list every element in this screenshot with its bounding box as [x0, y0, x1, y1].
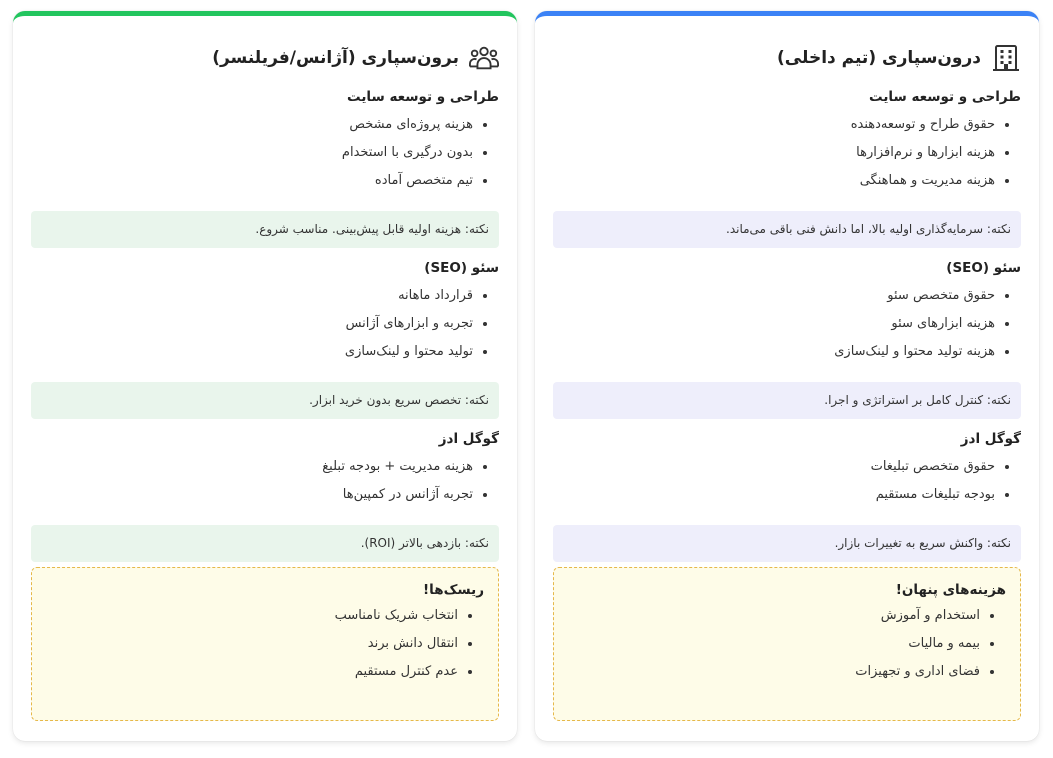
list-item: • هزینه پروژه‌ای مشخص — [31, 111, 473, 139]
inhouse-card-header — [553, 33, 1021, 83]
list-item: • هزینه ابزارها و نرم‌افزارها — [553, 139, 995, 167]
list-item: • فضای اداری و تجهیزات — [568, 658, 980, 686]
inhouse-card — [535, 11, 1039, 741]
list-item: • انتقال دانش برند — [46, 630, 458, 658]
risks-box — [31, 567, 499, 721]
list-item: • قرارداد ماهانه — [31, 282, 473, 310]
outsource-card-title: برون‌سپاری (آژانس/فریلنسر) — [212, 48, 459, 68]
item-list — [553, 453, 1021, 509]
note-box: نکته: تخصص سریع بدون خرید ابزار. — [31, 382, 499, 419]
list-item: • هزینه ابزارهای سئو — [553, 310, 995, 338]
item-list — [31, 453, 499, 509]
list-item: • حقوق متخصص تبلیغات — [553, 453, 995, 481]
hidden-costs-box — [553, 567, 1021, 721]
list-item: • تیم متخصص آماده — [31, 167, 473, 195]
list-item: • تولید محتوا و لینک‌سازی — [31, 338, 473, 366]
inhouse-card-title: درون‌سپاری (تیم داخلی) — [777, 48, 981, 68]
outsource-section-ads — [31, 431, 499, 562]
item-list — [568, 602, 1006, 686]
note-box: نکته: هزینه اولیه قابل پیش‌بینی. مناسب شروع. — [31, 211, 499, 248]
item-list — [553, 282, 1021, 366]
inhouse-section-seo — [553, 260, 1021, 419]
list-item: • استخدام و آموزش — [568, 602, 980, 630]
list-item: • هزینه تولید محتوا و لینک‌سازی — [553, 338, 995, 366]
list-item: • انتخاب شریک نامناسب — [46, 602, 458, 630]
section-title: سئو (SEO) — [946, 260, 1021, 276]
list-item: • بیمه و مالیات — [568, 630, 980, 658]
outsource-card-header — [31, 33, 499, 83]
item-list — [46, 602, 484, 686]
list-item: • هزینه مدیریت + بودجه تبلیغ — [31, 453, 473, 481]
section-title: گوگل ادز — [960, 431, 1021, 447]
list-item: • عدم کنترل مستقیم — [46, 658, 458, 686]
inhouse-section-ads — [553, 431, 1021, 562]
outsource-section-web — [31, 89, 499, 248]
item-list — [31, 282, 499, 366]
list-item: • تجربه و ابزارهای آژانس — [31, 310, 473, 338]
note-box: نکته: کنترل کامل بر استراتژی و اجرا. — [553, 382, 1021, 419]
item-list — [553, 111, 1021, 195]
warning-title: هزینه‌های پنهان! — [895, 582, 1006, 598]
outsource-card — [13, 11, 517, 741]
outsource-section-seo — [31, 260, 499, 419]
list-item: • بودجه تبلیغات مستقیم — [553, 481, 995, 509]
note-box: نکته: سرمایه‌گذاری اولیه بالا، اما دانش فنی باقی می‌ماند. — [553, 211, 1021, 248]
section-title: طراحی و توسعه سایت — [347, 89, 499, 105]
note-box: نکته: بازدهی بالاتر (ROI). — [31, 525, 499, 562]
list-item: • تجربه آژانس در کمپین‌ها — [31, 481, 473, 509]
list-item: • بدون درگیری با استخدام — [31, 139, 473, 167]
section-title: سئو (SEO) — [424, 260, 499, 276]
building-icon — [991, 43, 1021, 73]
section-title: گوگل ادز — [438, 431, 499, 447]
note-box: نکته: واکنش سریع به تغییرات بازار. — [553, 525, 1021, 562]
list-item: • حقوق طراح و توسعه‌دهنده — [553, 111, 995, 139]
section-title: طراحی و توسعه سایت — [869, 89, 1021, 105]
list-item: • حقوق متخصص سئو — [553, 282, 995, 310]
list-item: • هزینه مدیریت و هماهنگی — [553, 167, 995, 195]
inhouse-section-web — [553, 89, 1021, 248]
warning-title: ریسک‌ها! — [423, 582, 484, 598]
item-list — [31, 111, 499, 195]
people-group-icon — [469, 43, 499, 73]
